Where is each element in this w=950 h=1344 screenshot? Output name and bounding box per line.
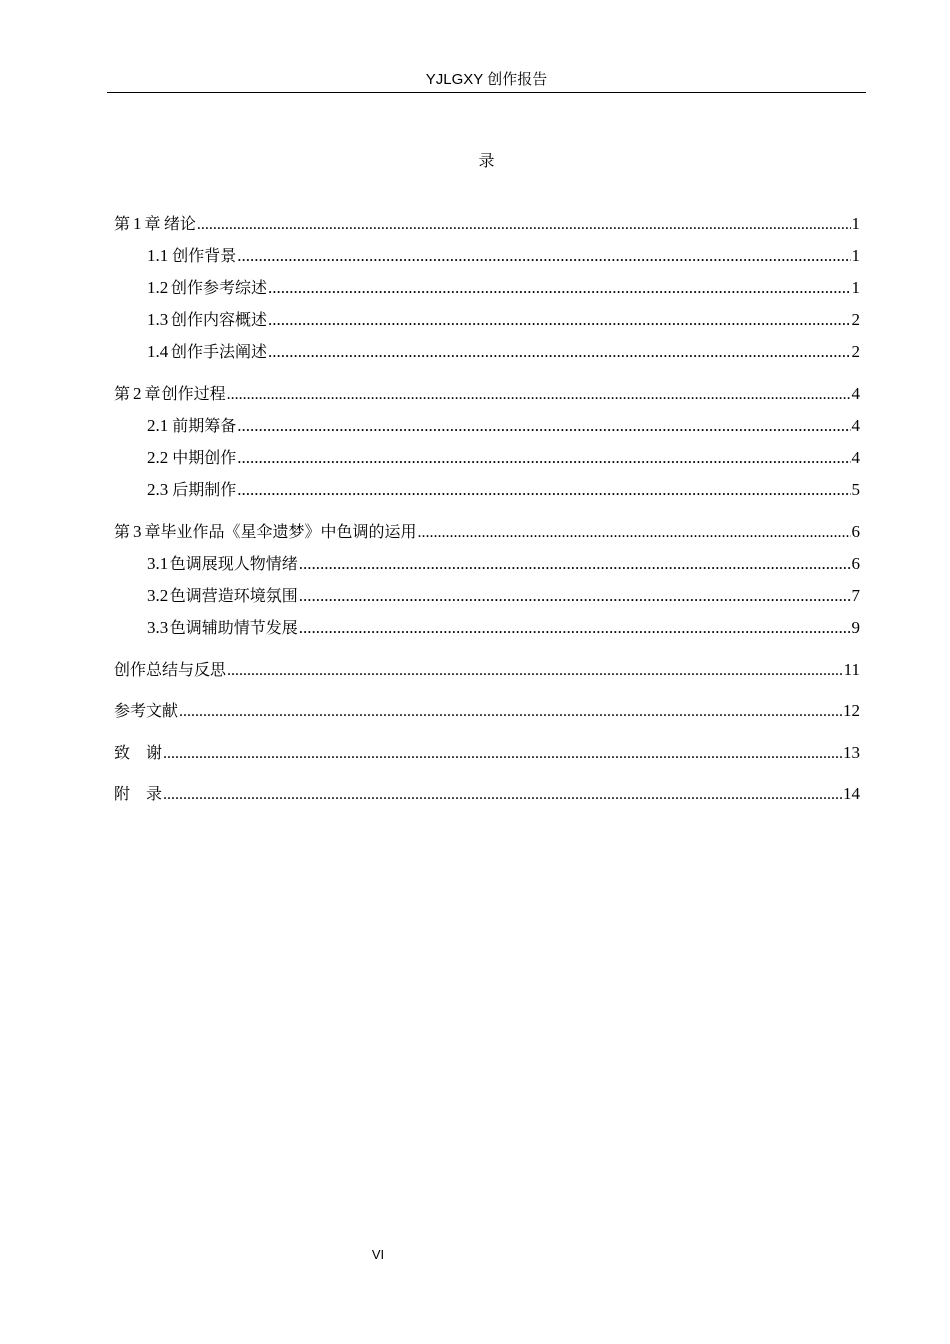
dot-leader [237,244,850,268]
toc-page-number: 4 [851,416,860,435]
toc-page-number: 11 [843,660,860,679]
section-number: 2.2 [147,448,169,467]
toc-references[interactable] [114,699,860,723]
section-number: 1.1 [147,246,169,265]
toc-page-number: 14 [843,784,860,803]
toc-entry-label: 参考文献 [114,701,179,720]
toc-entry-label: 创作背景 [172,246,237,265]
toc-chapter-2[interactable] [114,382,860,406]
toc-entry-label: 创作过程 [161,384,226,403]
toc-page-number: 9 [851,618,860,637]
toc-page-number: 6 [851,554,860,573]
toc-section-1-1[interactable] [114,244,860,268]
toc-entry-label: 创作内容概述 [170,310,267,329]
toc-section-2-1[interactable] [114,414,860,438]
toc-page-number: 13 [843,743,860,762]
section-number: 3.1 [147,554,169,573]
toc-chapter-3[interactable] [114,520,860,544]
toc-entry-label: 创作总结与反思 [114,660,227,679]
toc-entry-label: 毕业作品《星伞遗梦》中色调的运用 [160,522,417,541]
toc-section-1-3[interactable] [114,308,860,332]
toc-section-3-3[interactable] [114,616,860,640]
section-number: 1.3 [147,310,169,329]
toc-entry-label: 色调展现人物情绪 [169,554,298,573]
toc-page-number: 4 [851,384,860,403]
dot-leader [197,213,851,237]
toc-entry-label: 前期筹备 [172,416,237,435]
toc-title: 录 [478,153,495,170]
dot-leader [237,414,850,438]
toc-entry-label: 色调营造环境氛围 [169,586,298,605]
toc-section-1-4[interactable] [114,340,860,364]
toc-page-number: 1 [851,278,860,297]
toc-entry-label: 致 谢 [114,743,163,762]
chapter-number: 第 1 章 [114,214,161,233]
toc-section-2-3[interactable] [114,478,860,502]
section-number: 1.2 [147,278,169,297]
toc-chapter-1[interactable] [114,212,860,236]
dot-leader [268,276,851,300]
toc-page-number: 6 [851,522,860,541]
toc-entry-label: 中期创作 [172,448,237,467]
dot-leader [237,446,850,470]
chapter-number: 第 3 章 [114,522,161,541]
section-number: 3.3 [147,618,169,637]
toc-acknowledgements[interactable] [114,741,860,765]
dot-leader [418,521,851,545]
toc-summary[interactable] [114,658,860,682]
toc-section-3-1[interactable] [114,552,860,576]
toc-appendix[interactable] [114,782,860,806]
page-header: YJLGXY 创作报告 [425,71,548,88]
dot-leader [227,659,843,683]
chapter-number: 第 2 章 [114,384,161,403]
toc-entry-label: 创作手法阐述 [170,342,267,361]
toc-page-number: 2 [851,342,860,361]
page-footer-number: VI [371,1247,385,1262]
dot-leader [227,383,851,407]
toc-entry-label: 后期制作 [172,480,237,499]
dot-leader [163,742,842,766]
dot-leader [179,700,842,724]
header-rule [107,92,866,93]
dot-leader [268,308,851,332]
toc-entry-label: 色调辅助情节发展 [169,618,298,637]
toc-page-number: 2 [851,310,860,329]
toc-entry-label: 创作参考综述 [170,278,267,297]
section-number: 2.3 [147,480,169,499]
toc-entry-label: 附 录 [114,784,163,803]
toc-section-1-2[interactable] [114,276,860,300]
dot-leader [299,616,851,640]
toc-page-number: 7 [851,586,860,605]
dot-leader [268,340,851,364]
toc-section-2-2[interactable] [114,446,860,470]
toc-page-number: 1 [851,214,860,233]
toc-page-number: 12 [843,701,860,720]
section-number: 2.1 [147,416,169,435]
toc-section-3-2[interactable] [114,584,860,608]
toc-page-number: 1 [851,246,860,265]
section-number: 3.2 [147,586,169,605]
toc-page-number: 5 [851,480,860,499]
toc-page-number: 4 [851,448,860,467]
dot-leader [299,584,851,608]
toc-entry-label: 绪论 [163,214,196,233]
dot-leader [237,478,850,502]
dot-leader [299,552,851,576]
section-number: 1.4 [147,342,169,361]
dot-leader [163,783,842,807]
